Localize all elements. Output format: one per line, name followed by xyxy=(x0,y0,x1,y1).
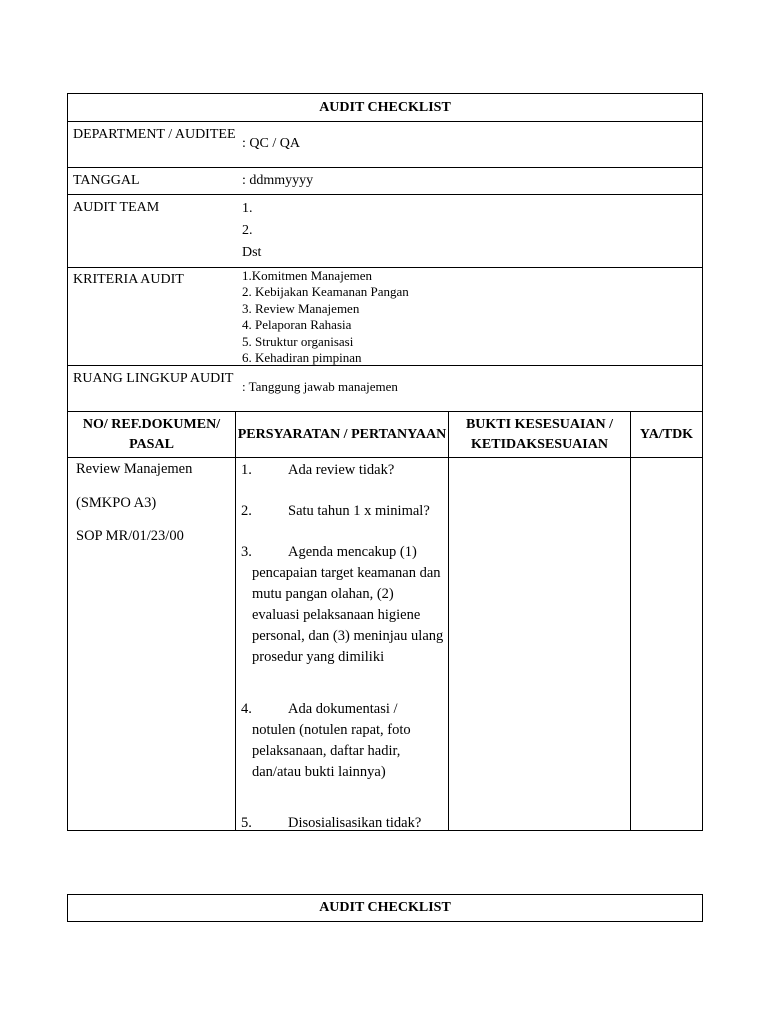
ya-tdk-cell xyxy=(631,458,702,830)
tanggal-value: : ddmmyyyy xyxy=(242,173,314,188)
kriteria-audit-row xyxy=(68,267,702,365)
next-page-title: AUDIT CHECKLIST xyxy=(67,894,703,922)
table-row xyxy=(68,457,702,830)
question-item xyxy=(241,460,444,481)
bukti-cell xyxy=(449,458,631,830)
audit-team-values xyxy=(236,195,702,267)
department-row xyxy=(68,121,702,167)
question-item xyxy=(241,542,444,668)
question-item xyxy=(241,501,444,522)
table-title: AUDIT CHECKLIST xyxy=(319,99,451,115)
kriteria-item: 4. Pelaporan Rahasia xyxy=(242,317,352,333)
persyaratan-cell xyxy=(236,458,449,830)
audit-team-row xyxy=(68,194,702,267)
ref-line: (SMKPO A3) xyxy=(76,495,157,511)
kriteria-item: 3. Review Manajemen xyxy=(242,300,360,316)
question-number: 2. xyxy=(241,503,252,519)
kriteria-item: 1.Komitmen Manajemen xyxy=(242,268,372,283)
question-continuation: notulen (notulen rapat, foto pelaksanaan, daftar hadir, dan/atau bukti lainnya) xyxy=(252,722,411,780)
team-member-2: 2. xyxy=(242,223,253,238)
tanggal-row xyxy=(68,167,702,194)
column-header-row xyxy=(68,411,702,457)
question-text: Satu tahun 1 x minimal? xyxy=(288,503,430,519)
audit-team-label: AUDIT TEAM xyxy=(73,200,160,215)
question-number: 3. xyxy=(241,544,252,560)
question-number: 1. xyxy=(241,462,252,478)
department-label: DEPARTMENT / AUDITEE xyxy=(73,127,236,142)
kriteria-list xyxy=(236,268,702,365)
column-header-bukti: BUKTI KESESUAIAN / KETIDAKSESUAIAN xyxy=(449,412,631,457)
audit-checklist-table xyxy=(67,93,703,831)
department-value: : QC / QA xyxy=(242,136,300,151)
kriteria-item: 6. Kehadiran pimpinan xyxy=(242,350,362,366)
ref-line: SOP MR/01/23/00 xyxy=(76,528,184,544)
question-item xyxy=(241,813,444,834)
kriteria-item: 2. Kebijakan Keamanan Pangan xyxy=(242,284,409,300)
column-header-ref: NO/ REF.DOKUMEN/ PASAL xyxy=(68,412,236,457)
question-text: Disosialisasikan tidak? xyxy=(288,815,422,831)
ref-line: Review Manajemen xyxy=(76,461,193,477)
kriteria-label: KRITERIA AUDIT xyxy=(73,272,184,287)
question-continuation: pencapaian target keamanan dan mutu pangan olahan, (2) evaluasi pelaksanaan higiene personal, dan (3) meninjau ulang prosedur yang dimiliki xyxy=(252,565,444,665)
team-member-1: 1. xyxy=(242,201,253,216)
ruang-lingkup-label: RUANG LINGKUP AUDIT xyxy=(73,371,234,386)
question-text: Agenda mencakup (1) xyxy=(288,544,417,560)
column-header-ya-tdk: YA/TDK xyxy=(639,426,694,442)
question-text: Ada dokumentasi / xyxy=(288,701,398,717)
question-number: 4. xyxy=(241,701,252,717)
question-item xyxy=(241,699,444,783)
tanggal-label: TANGGAL xyxy=(73,173,140,188)
question-text: Ada review tidak? xyxy=(288,462,395,478)
ruang-lingkup-row xyxy=(68,365,702,411)
ref-cell xyxy=(68,458,236,830)
question-number: 5. xyxy=(241,815,252,831)
column-header-persyaratan: PERSYARATAN / PERTANYAAN xyxy=(236,412,449,457)
kriteria-item: 5. Struktur organisasi xyxy=(242,333,354,349)
ruang-lingkup-value: : Tanggung jawab manajemen xyxy=(242,379,398,394)
team-member-etc: Dst xyxy=(242,245,262,260)
